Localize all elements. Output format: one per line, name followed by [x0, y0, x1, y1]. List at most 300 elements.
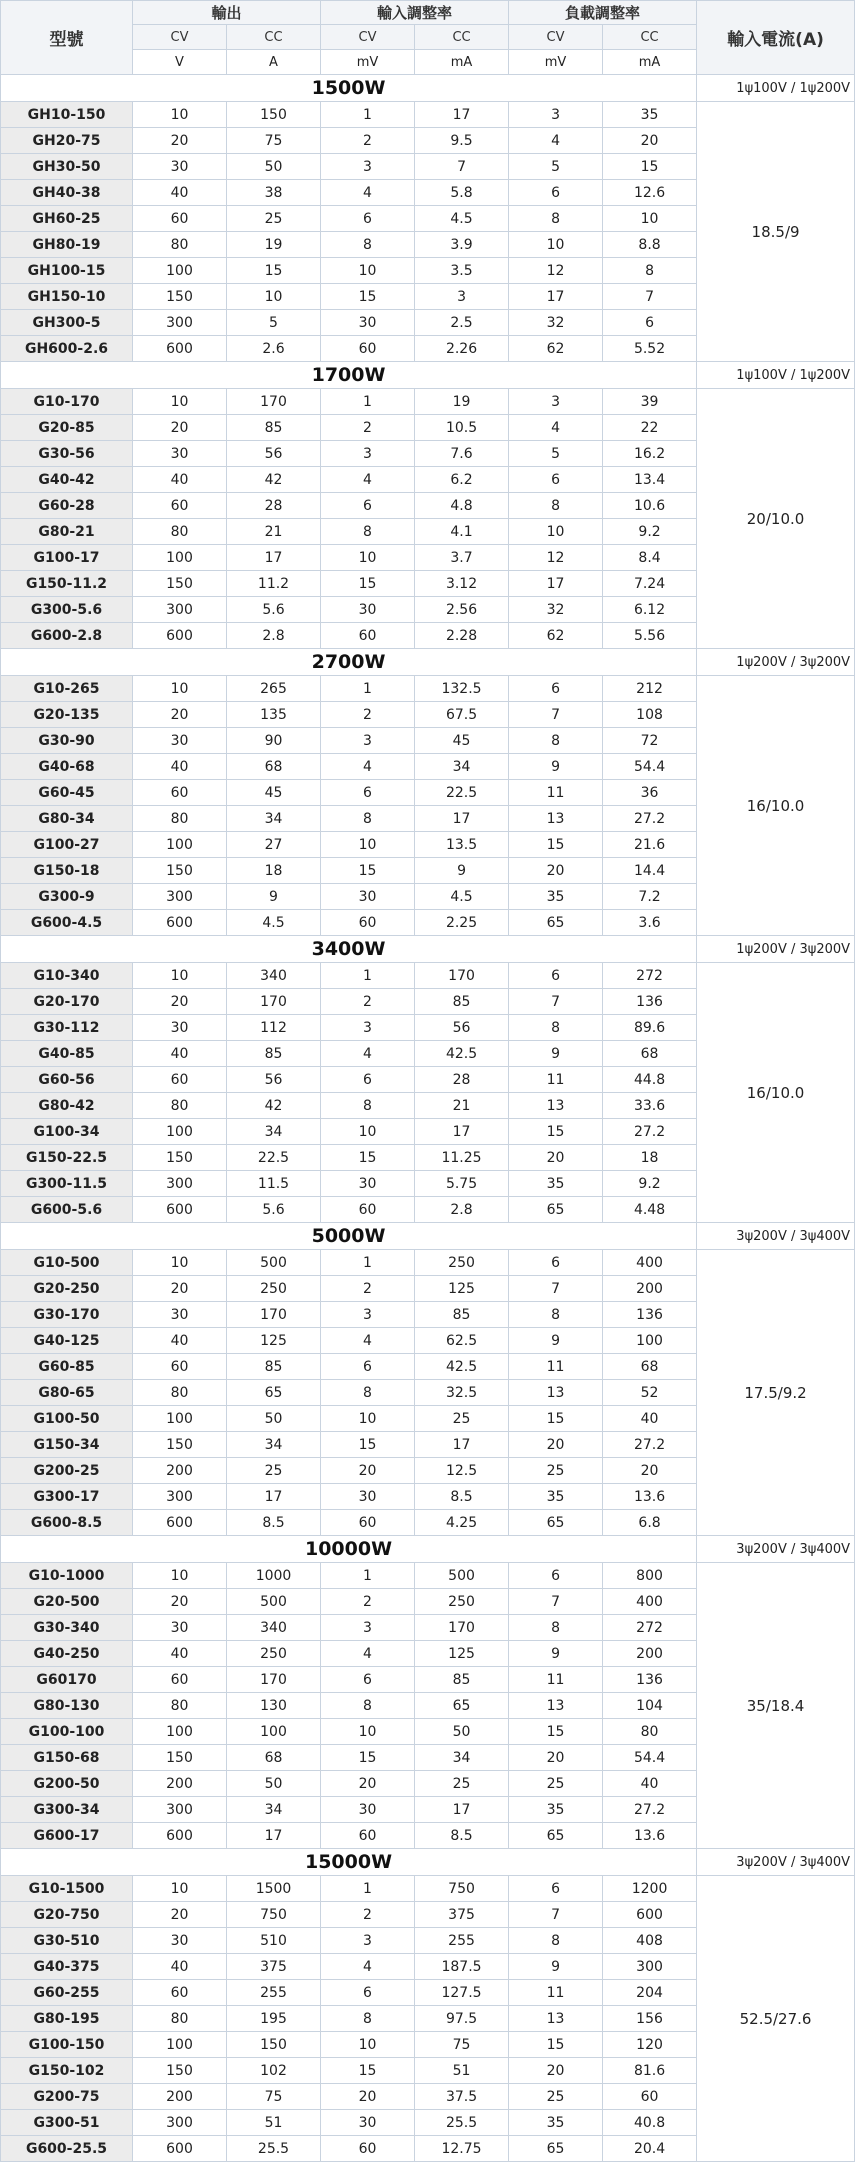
line-reg-cc-cell: 22.5 [415, 780, 509, 806]
line-reg-cc-cell: 7.6 [415, 441, 509, 467]
line-reg-cv-cell: 8 [321, 232, 415, 258]
output-cc-cell: 85 [227, 1041, 321, 1067]
load-reg-cc-cell: 272 [603, 1615, 697, 1641]
load-reg-cc-cell: 200 [603, 1641, 697, 1667]
load-reg-cc-cell: 21.6 [603, 832, 697, 858]
load-reg-cc-cell: 27.2 [603, 1797, 697, 1823]
line-reg-cc-cell: 4.1 [415, 519, 509, 545]
section-power-title: 3400W [1, 936, 697, 963]
line-reg-cv-cell: 1 [321, 1876, 415, 1902]
load-reg-cv-cell: 13 [509, 1693, 603, 1719]
load-reg-cc-cell: 27.2 [603, 1432, 697, 1458]
section-header-row [1, 936, 855, 963]
load-reg-cv-cell: 15 [509, 832, 603, 858]
line-reg-cc-cell: 8.5 [415, 1484, 509, 1510]
line-reg-cv-cell: 1 [321, 1250, 415, 1276]
load-reg-cc-cell: 40 [603, 1771, 697, 1797]
line-reg-cc-cell: 19 [415, 389, 509, 415]
line-reg-cv-cell: 30 [321, 2110, 415, 2136]
input-current-cell: 16/10.0 [697, 963, 855, 1223]
line-reg-cv-cell: 1 [321, 676, 415, 702]
model-cell: G300-34 [1, 1797, 133, 1823]
load-reg-cv-cell: 9 [509, 1641, 603, 1667]
model-cell: G200-75 [1, 2084, 133, 2110]
load-reg-cc-cell: 204 [603, 1980, 697, 2006]
line-reg-cc-cell: 3 [415, 284, 509, 310]
line-reg-cv-cell: 15 [321, 284, 415, 310]
load-reg-cv-cell: 4 [509, 415, 603, 441]
line-reg-cc-cell: 5.8 [415, 180, 509, 206]
load-reg-cc-cell: 104 [603, 1693, 697, 1719]
model-cell: G40-125 [1, 1328, 133, 1354]
output-cc-cell: 9 [227, 884, 321, 910]
output-cv-cell: 20 [133, 702, 227, 728]
line-reg-cc-cell: 170 [415, 963, 509, 989]
line-reg-cc-cell: 11.25 [415, 1145, 509, 1171]
output-cv-cell: 20 [133, 415, 227, 441]
load-reg-cc-cell: 39 [603, 389, 697, 415]
load-reg-cc-cell: 5.56 [603, 623, 697, 649]
line-reg-cc-cell: 12.5 [415, 1458, 509, 1484]
section-power-title: 2700W [1, 649, 697, 676]
load-reg-cc-cell: 7.2 [603, 884, 697, 910]
output-cc-cell: 130 [227, 1693, 321, 1719]
output-cc-cell: 17 [227, 1484, 321, 1510]
line-reg-cc-cell: 37.5 [415, 2084, 509, 2110]
line-reg-cc-cell: 500 [415, 1563, 509, 1589]
line-reg-cc-cell: 97.5 [415, 2006, 509, 2032]
load-reg-cc-cell: 100 [603, 1328, 697, 1354]
load-reg-cc-cell: 408 [603, 1928, 697, 1954]
model-cell: GH40-38 [1, 180, 133, 206]
load-reg-cc-cell: 36 [603, 780, 697, 806]
output-cv-cell: 600 [133, 336, 227, 362]
line-reg-cc-cell: 32.5 [415, 1380, 509, 1406]
load-reg-cc-cell: 136 [603, 989, 697, 1015]
load-reg-cc-cell: 14.4 [603, 858, 697, 884]
load-reg-cc-cell: 9.2 [603, 1171, 697, 1197]
load-reg-cc-cell: 8 [603, 258, 697, 284]
load-reg-cc-cell: 54.4 [603, 754, 697, 780]
output-cc-cell: 25.5 [227, 2136, 321, 2162]
line-reg-cv-cell: 4 [321, 180, 415, 206]
output-cv-cell: 60 [133, 1354, 227, 1380]
line-reg-cc-cell: 10.5 [415, 415, 509, 441]
output-cc-cell: 50 [227, 1406, 321, 1432]
model-cell: G20-500 [1, 1589, 133, 1615]
header-output: 輸出 [133, 1, 321, 25]
load-reg-cc-cell: 52 [603, 1380, 697, 1406]
load-reg-cv-cell: 15 [509, 1406, 603, 1432]
header-unit-ma: mA [415, 50, 509, 75]
model-cell: G80-42 [1, 1093, 133, 1119]
model-cell: GH10-150 [1, 102, 133, 128]
load-reg-cv-cell: 12 [509, 258, 603, 284]
model-cell: G10-1500 [1, 1876, 133, 1902]
line-reg-cc-cell: 34 [415, 1745, 509, 1771]
load-reg-cv-cell: 7 [509, 1276, 603, 1302]
output-cc-cell: 85 [227, 1354, 321, 1380]
output-cc-cell: 2.8 [227, 623, 321, 649]
model-cell: G300-17 [1, 1484, 133, 1510]
model-cell: G150-102 [1, 2058, 133, 2084]
model-cell: GH20-75 [1, 128, 133, 154]
line-reg-cv-cell: 60 [321, 623, 415, 649]
model-cell: G60-85 [1, 1354, 133, 1380]
input-current-cell: 18.5/9 [697, 102, 855, 362]
output-cc-cell: 15 [227, 258, 321, 284]
load-reg-cc-cell: 200 [603, 1276, 697, 1302]
line-reg-cv-cell: 2 [321, 1902, 415, 1928]
line-reg-cc-cell: 17 [415, 1797, 509, 1823]
output-cv-cell: 200 [133, 1771, 227, 1797]
load-reg-cv-cell: 35 [509, 884, 603, 910]
line-reg-cc-cell: 750 [415, 1876, 509, 1902]
model-cell: G300-5.6 [1, 597, 133, 623]
output-cc-cell: 11.2 [227, 571, 321, 597]
model-cell: GH100-15 [1, 258, 133, 284]
model-cell: G20-85 [1, 415, 133, 441]
line-reg-cv-cell: 10 [321, 545, 415, 571]
output-cc-cell: 1500 [227, 1876, 321, 1902]
load-reg-cc-cell: 18 [603, 1145, 697, 1171]
output-cc-cell: 5 [227, 310, 321, 336]
load-reg-cc-cell: 5.52 [603, 336, 697, 362]
line-reg-cv-cell: 6 [321, 1354, 415, 1380]
load-reg-cc-cell: 108 [603, 702, 697, 728]
load-reg-cc-cell: 272 [603, 963, 697, 989]
line-reg-cv-cell: 1 [321, 102, 415, 128]
header-model: 型號 [1, 1, 133, 75]
line-reg-cc-cell: 4.25 [415, 1510, 509, 1536]
line-reg-cv-cell: 1 [321, 963, 415, 989]
output-cv-cell: 60 [133, 493, 227, 519]
load-reg-cc-cell: 16.2 [603, 441, 697, 467]
output-cc-cell: 250 [227, 1276, 321, 1302]
input-current-cell: 16/10.0 [697, 676, 855, 936]
load-reg-cc-cell: 15 [603, 154, 697, 180]
line-reg-cc-cell: 67.5 [415, 702, 509, 728]
model-cell: G30-90 [1, 728, 133, 754]
model-cell: G600-8.5 [1, 1510, 133, 1536]
line-reg-cv-cell: 15 [321, 2058, 415, 2084]
output-cc-cell: 150 [227, 102, 321, 128]
load-reg-cv-cell: 8 [509, 206, 603, 232]
load-reg-cc-cell: 8.4 [603, 545, 697, 571]
line-reg-cv-cell: 60 [321, 1823, 415, 1849]
line-reg-cc-cell: 250 [415, 1589, 509, 1615]
line-reg-cc-cell: 2.26 [415, 336, 509, 362]
model-cell: G600-17 [1, 1823, 133, 1849]
output-cv-cell: 300 [133, 1797, 227, 1823]
output-cc-cell: 150 [227, 2032, 321, 2058]
line-reg-cv-cell: 3 [321, 1928, 415, 1954]
header-input-current: 輸入電流(A) [697, 1, 855, 75]
line-reg-cc-cell: 4.8 [415, 493, 509, 519]
output-cv-cell: 80 [133, 806, 227, 832]
output-cv-cell: 80 [133, 519, 227, 545]
model-cell: G80-34 [1, 806, 133, 832]
output-cv-cell: 30 [133, 1928, 227, 1954]
output-cc-cell: 68 [227, 754, 321, 780]
model-cell: G300-9 [1, 884, 133, 910]
output-cv-cell: 150 [133, 1745, 227, 1771]
output-cv-cell: 300 [133, 1484, 227, 1510]
load-reg-cv-cell: 35 [509, 1484, 603, 1510]
line-reg-cv-cell: 3 [321, 728, 415, 754]
line-reg-cc-cell: 8.5 [415, 1823, 509, 1849]
line-reg-cc-cell: 42.5 [415, 1041, 509, 1067]
load-reg-cv-cell: 17 [509, 284, 603, 310]
table-row [1, 676, 855, 702]
output-cc-cell: 11.5 [227, 1171, 321, 1197]
line-reg-cc-cell: 2.25 [415, 910, 509, 936]
line-reg-cc-cell: 13.5 [415, 832, 509, 858]
output-cv-cell: 100 [133, 2032, 227, 2058]
output-cc-cell: 135 [227, 702, 321, 728]
load-reg-cc-cell: 600 [603, 1902, 697, 1928]
output-cc-cell: 8.5 [227, 1510, 321, 1536]
load-reg-cv-cell: 6 [509, 467, 603, 493]
model-cell: GH150-10 [1, 284, 133, 310]
header-output-cc: CC [227, 25, 321, 50]
load-reg-cv-cell: 7 [509, 702, 603, 728]
load-reg-cc-cell: 22 [603, 415, 697, 441]
output-cv-cell: 150 [133, 858, 227, 884]
output-cv-cell: 80 [133, 2006, 227, 2032]
line-reg-cv-cell: 60 [321, 2136, 415, 2162]
output-cc-cell: 85 [227, 415, 321, 441]
line-reg-cv-cell: 3 [321, 154, 415, 180]
load-reg-cc-cell: 68 [603, 1354, 697, 1380]
load-reg-cv-cell: 8 [509, 1015, 603, 1041]
load-reg-cc-cell: 12.6 [603, 180, 697, 206]
model-cell: G80-130 [1, 1693, 133, 1719]
load-reg-cc-cell: 6 [603, 310, 697, 336]
output-cc-cell: 195 [227, 2006, 321, 2032]
model-cell: G150-11.2 [1, 571, 133, 597]
load-reg-cc-cell: 89.6 [603, 1015, 697, 1041]
load-reg-cc-cell: 33.6 [603, 1093, 697, 1119]
line-reg-cv-cell: 15 [321, 1745, 415, 1771]
line-reg-cc-cell: 4.5 [415, 206, 509, 232]
header-unit-v: V [133, 50, 227, 75]
output-cc-cell: 100 [227, 1719, 321, 1745]
load-reg-cv-cell: 11 [509, 1667, 603, 1693]
model-cell: G60-255 [1, 1980, 133, 2006]
line-reg-cv-cell: 1 [321, 389, 415, 415]
model-cell: G60-56 [1, 1067, 133, 1093]
output-cv-cell: 600 [133, 1197, 227, 1223]
output-cv-cell: 20 [133, 1589, 227, 1615]
line-reg-cc-cell: 9 [415, 858, 509, 884]
line-reg-cv-cell: 30 [321, 597, 415, 623]
line-reg-cv-cell: 10 [321, 1406, 415, 1432]
output-cc-cell: 51 [227, 2110, 321, 2136]
load-reg-cc-cell: 300 [603, 1954, 697, 1980]
output-cc-cell: 21 [227, 519, 321, 545]
model-cell: G200-50 [1, 1771, 133, 1797]
line-reg-cv-cell: 60 [321, 1510, 415, 1536]
line-reg-cc-cell: 375 [415, 1902, 509, 1928]
load-reg-cv-cell: 35 [509, 1797, 603, 1823]
model-cell: G150-22.5 [1, 1145, 133, 1171]
output-cv-cell: 80 [133, 232, 227, 258]
line-reg-cc-cell: 62.5 [415, 1328, 509, 1354]
output-cv-cell: 40 [133, 754, 227, 780]
line-reg-cc-cell: 75 [415, 2032, 509, 2058]
section-input-phase: 1ψ100V / 1ψ200V [697, 362, 855, 389]
output-cc-cell: 125 [227, 1328, 321, 1354]
table-row [1, 102, 855, 128]
header-unit-ma-load: mA [603, 50, 697, 75]
model-cell: G60-28 [1, 493, 133, 519]
model-cell: G40-85 [1, 1041, 133, 1067]
header-unit-mv: mV [321, 50, 415, 75]
model-cell: G10-500 [1, 1250, 133, 1276]
line-reg-cc-cell: 127.5 [415, 1980, 509, 2006]
load-reg-cc-cell: 54.4 [603, 1745, 697, 1771]
model-cell: G150-18 [1, 858, 133, 884]
load-reg-cv-cell: 35 [509, 2110, 603, 2136]
section-header-row [1, 1536, 855, 1563]
model-cell: G100-17 [1, 545, 133, 571]
output-cv-cell: 40 [133, 180, 227, 206]
output-cc-cell: 38 [227, 180, 321, 206]
output-cv-cell: 100 [133, 258, 227, 284]
line-reg-cv-cell: 15 [321, 858, 415, 884]
output-cv-cell: 30 [133, 441, 227, 467]
section-power-title: 15000W [1, 1849, 697, 1876]
line-reg-cc-cell: 17 [415, 1432, 509, 1458]
line-reg-cc-cell: 125 [415, 1641, 509, 1667]
line-reg-cc-cell: 132.5 [415, 676, 509, 702]
load-reg-cv-cell: 7 [509, 989, 603, 1015]
model-cell: GH80-19 [1, 232, 133, 258]
load-reg-cv-cell: 17 [509, 571, 603, 597]
line-reg-cv-cell: 6 [321, 1667, 415, 1693]
output-cv-cell: 300 [133, 1171, 227, 1197]
load-reg-cc-cell: 7.24 [603, 571, 697, 597]
model-cell: G20-750 [1, 1902, 133, 1928]
model-cell: G100-34 [1, 1119, 133, 1145]
output-cc-cell: 75 [227, 2084, 321, 2110]
table-row [1, 1876, 855, 1902]
load-reg-cv-cell: 9 [509, 1041, 603, 1067]
input-current-cell: 20/10.0 [697, 389, 855, 649]
line-reg-cv-cell: 20 [321, 2084, 415, 2110]
line-reg-cv-cell: 20 [321, 1458, 415, 1484]
output-cv-cell: 60 [133, 1067, 227, 1093]
load-reg-cv-cell: 15 [509, 1719, 603, 1745]
output-cv-cell: 150 [133, 1432, 227, 1458]
output-cc-cell: 250 [227, 1641, 321, 1667]
line-reg-cv-cell: 15 [321, 571, 415, 597]
line-reg-cv-cell: 6 [321, 493, 415, 519]
line-reg-cv-cell: 60 [321, 336, 415, 362]
model-cell: G40-42 [1, 467, 133, 493]
output-cc-cell: 56 [227, 441, 321, 467]
output-cc-cell: 25 [227, 206, 321, 232]
model-cell: G10-170 [1, 389, 133, 415]
output-cv-cell: 100 [133, 1119, 227, 1145]
load-reg-cv-cell: 13 [509, 1093, 603, 1119]
model-cell: G600-5.6 [1, 1197, 133, 1223]
output-cv-cell: 80 [133, 1093, 227, 1119]
line-reg-cv-cell: 30 [321, 1797, 415, 1823]
section-input-phase: 3ψ200V / 3ψ400V [697, 1223, 855, 1250]
output-cc-cell: 500 [227, 1589, 321, 1615]
load-reg-cv-cell: 11 [509, 1354, 603, 1380]
load-reg-cc-cell: 35 [603, 102, 697, 128]
output-cv-cell: 60 [133, 1667, 227, 1693]
line-reg-cc-cell: 28 [415, 1067, 509, 1093]
line-reg-cc-cell: 25.5 [415, 2110, 509, 2136]
header-line-cv: CV [321, 25, 415, 50]
section-input-phase: 1ψ200V / 3ψ200V [697, 936, 855, 963]
output-cv-cell: 40 [133, 1328, 227, 1354]
output-cc-cell: 28 [227, 493, 321, 519]
model-cell: G40-68 [1, 754, 133, 780]
output-cv-cell: 300 [133, 884, 227, 910]
line-reg-cv-cell: 2 [321, 1276, 415, 1302]
line-reg-cc-cell: 6.2 [415, 467, 509, 493]
line-reg-cc-cell: 51 [415, 2058, 509, 2084]
header-load-cv: CV [509, 25, 603, 50]
model-cell: G150-34 [1, 1432, 133, 1458]
model-cell: GH600-2.6 [1, 336, 133, 362]
line-reg-cc-cell: 17 [415, 1119, 509, 1145]
line-reg-cc-cell: 42.5 [415, 1354, 509, 1380]
line-reg-cv-cell: 10 [321, 832, 415, 858]
line-reg-cc-cell: 21 [415, 1093, 509, 1119]
line-reg-cc-cell: 17 [415, 102, 509, 128]
load-reg-cv-cell: 15 [509, 1119, 603, 1145]
load-reg-cv-cell: 32 [509, 310, 603, 336]
output-cv-cell: 600 [133, 623, 227, 649]
output-cv-cell: 30 [133, 1302, 227, 1328]
load-reg-cv-cell: 65 [509, 2136, 603, 2162]
model-cell: G300-11.5 [1, 1171, 133, 1197]
line-reg-cc-cell: 3.9 [415, 232, 509, 258]
header-line-regulation: 輸入調整率 [321, 1, 509, 25]
line-reg-cv-cell: 8 [321, 1693, 415, 1719]
output-cv-cell: 30 [133, 154, 227, 180]
output-cc-cell: 112 [227, 1015, 321, 1041]
output-cc-cell: 22.5 [227, 1145, 321, 1171]
section-power-title: 1500W [1, 75, 697, 102]
load-reg-cc-cell: 27.2 [603, 1119, 697, 1145]
line-reg-cv-cell: 8 [321, 1380, 415, 1406]
output-cc-cell: 34 [227, 806, 321, 832]
line-reg-cv-cell: 15 [321, 1432, 415, 1458]
load-reg-cv-cell: 6 [509, 180, 603, 206]
line-reg-cv-cell: 8 [321, 519, 415, 545]
model-cell: G100-150 [1, 2032, 133, 2058]
load-reg-cc-cell: 400 [603, 1250, 697, 1276]
load-reg-cc-cell: 10.6 [603, 493, 697, 519]
load-reg-cc-cell: 10 [603, 206, 697, 232]
output-cc-cell: 18 [227, 858, 321, 884]
line-reg-cv-cell: 2 [321, 415, 415, 441]
output-cv-cell: 30 [133, 728, 227, 754]
model-cell: G300-51 [1, 2110, 133, 2136]
output-cc-cell: 17 [227, 545, 321, 571]
output-cv-cell: 60 [133, 780, 227, 806]
line-reg-cc-cell: 2.56 [415, 597, 509, 623]
line-reg-cc-cell: 34 [415, 754, 509, 780]
load-reg-cv-cell: 65 [509, 1823, 603, 1849]
